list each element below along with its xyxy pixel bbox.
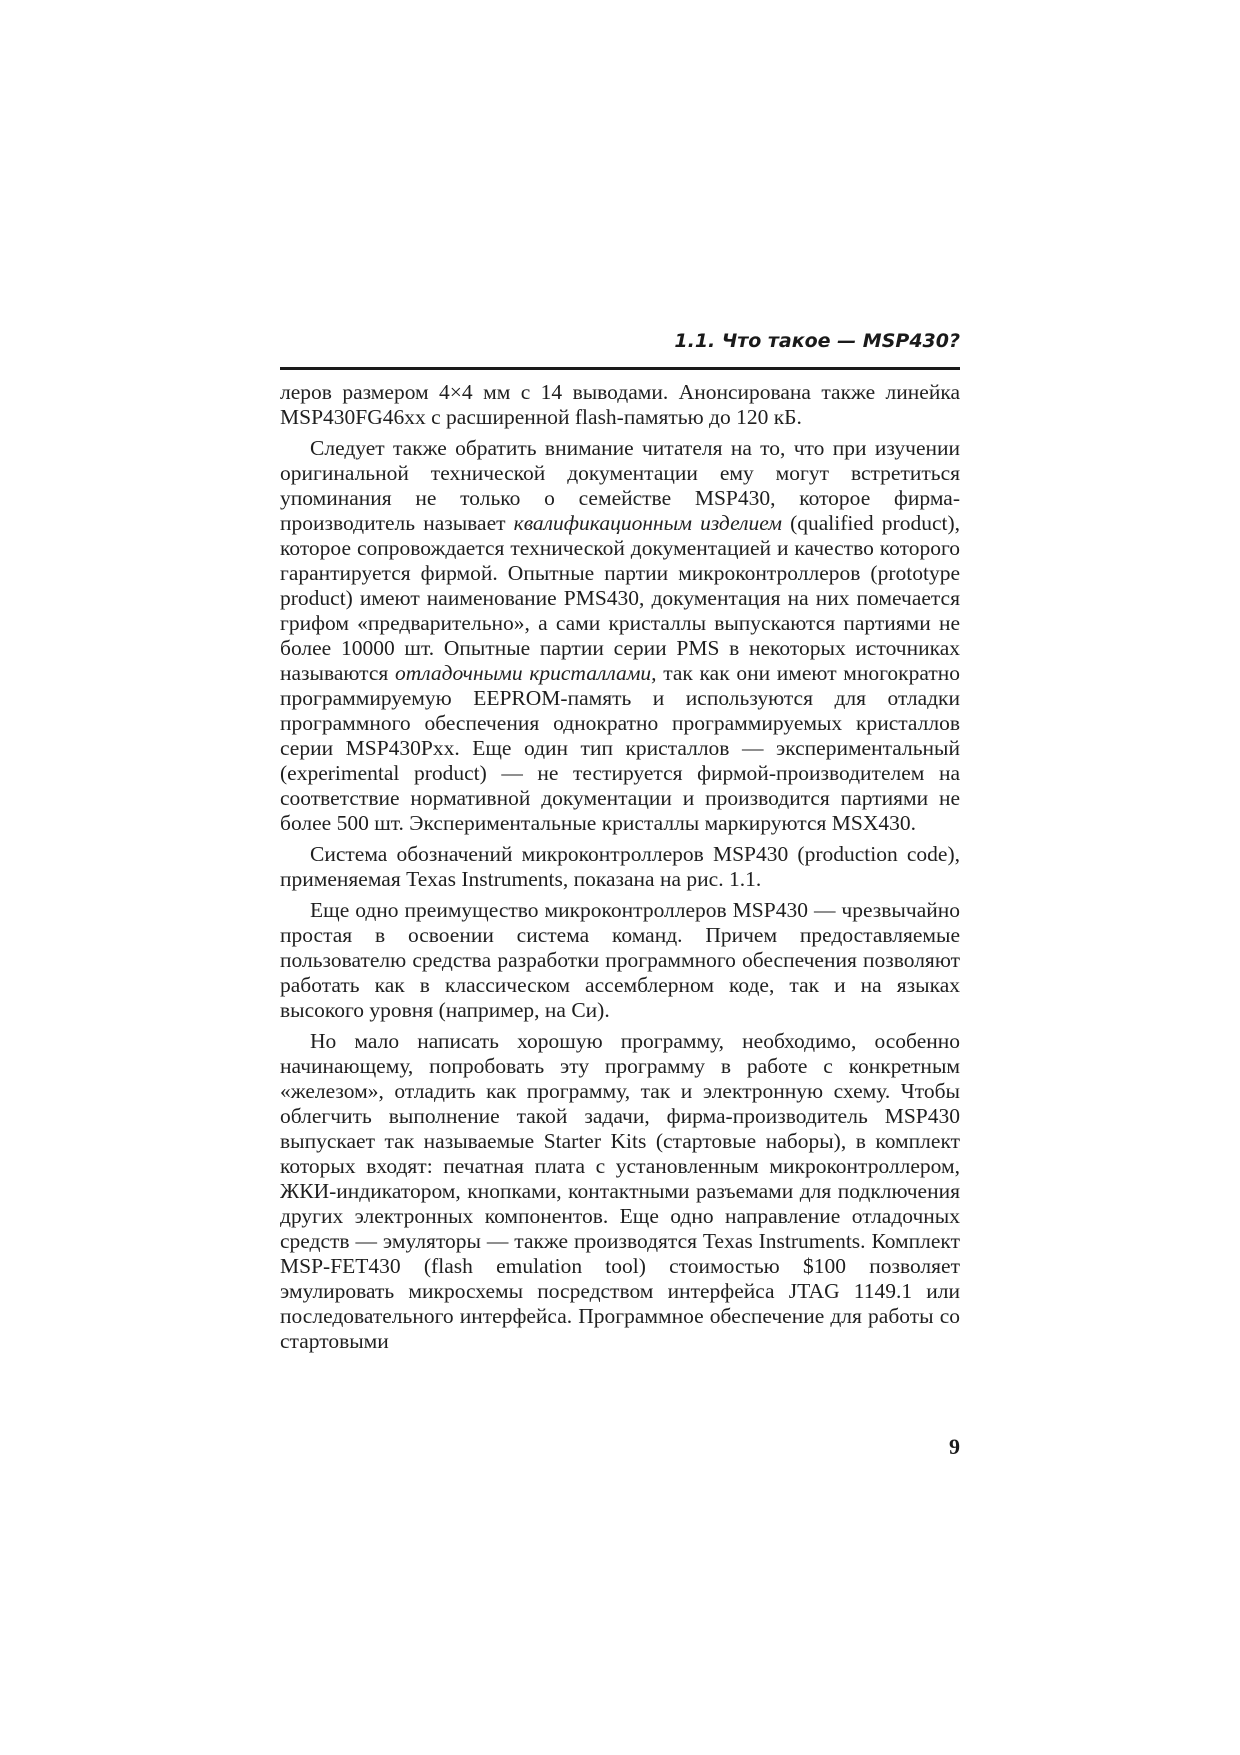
paragraph-2: [280, 436, 960, 836]
paragraph-2-part-b: (qualified product), которое сопровождается технической документацией и качество которого гарантируется фирмой. Опытные партии микроконтроллеров (prototype product) имеют наименование PMS430, документация на них помечается грифом «предварительно», а сами кристаллы выпускаются партиями не более 10000 шт. Опытные партии серии PMS в некоторых источниках называются: [280, 511, 960, 685]
paragraph-2-part-c: так как они имеют многократно программируемую EEPROM-память и используются для отладки программного обеспечения однократно программируемых кристаллов серии MSP430Pxx. Еще один тип кристаллов — экспериментальный (experimental product) — не тестируется фирмой-производителем на соответствие нормативной документации и производится партиями не более 500 шт. Экспериментальные кристаллы маркируются MSX430.: [280, 661, 960, 835]
running-header: 1.1. Что такое — MSP430?: [674, 330, 960, 352]
body-text: [280, 380, 960, 1360]
paragraph-5: Но мало написать хорошую программу, необходимо, особенно начинающему, попробовать эту программу в работе с конкретным «железом», отладить как программу, так и электронную схему. Чтобы облегчить выполнение такой задачи, фирма-производитель MSP430 выпускает так называемые Starter Kits (стартовые наборы), в комплект которых входят: печатная плата с установленным микроконтроллером, ЖКИ-индикатором, кнопками, контактными разъемами для подключения других электронных компонентов. Еще одно направление отладочных средств — эмуляторы — также производятся Texas Instruments. Комплект MSP-FET430 (flash emulation tool) стоимостью $100 позволяет эмулировать микросхемы посредством интерфейса JTAG 1149.1 или последовательного интерфейса. Программное обеспечение для работы со стартовыми: [280, 1029, 960, 1353]
paragraph-1: леров размером 4×4 мм с 14 выводами. Анонсирована также линейка MSP430FG46xx с расширенной flash-памятью до 120 кБ.: [280, 380, 960, 429]
header-rule: [280, 367, 960, 370]
paragraph-2-part-a: Следует также обратить внимание читателя на то, что при изучении оригинальной технической документации ему могут встретиться упоминания не только о семействе MSP430, которое фирма-производитель называет: [280, 436, 960, 535]
paragraph-4: Еще одно преимущество микроконтроллеров MSP430 — чрезвычайно простая в освоении система команд. Причем предоставляемые пользователю средства разработки программного обеспечения позволяют работать как в классическом ассемблерном коде, так и на языках высокого уровня (например, на Си).: [280, 898, 960, 1022]
term-debug-crystals: отладочными кристаллами,: [394, 661, 657, 685]
paragraph-3: Система обозначений микроконтроллеров MSP430 (production code), применяемая Texas Instruments, показана на рис. 1.1.: [280, 842, 960, 891]
term-qualified-product: квалификационным изделием: [513, 511, 782, 535]
page-number: 9: [949, 1434, 960, 1459]
